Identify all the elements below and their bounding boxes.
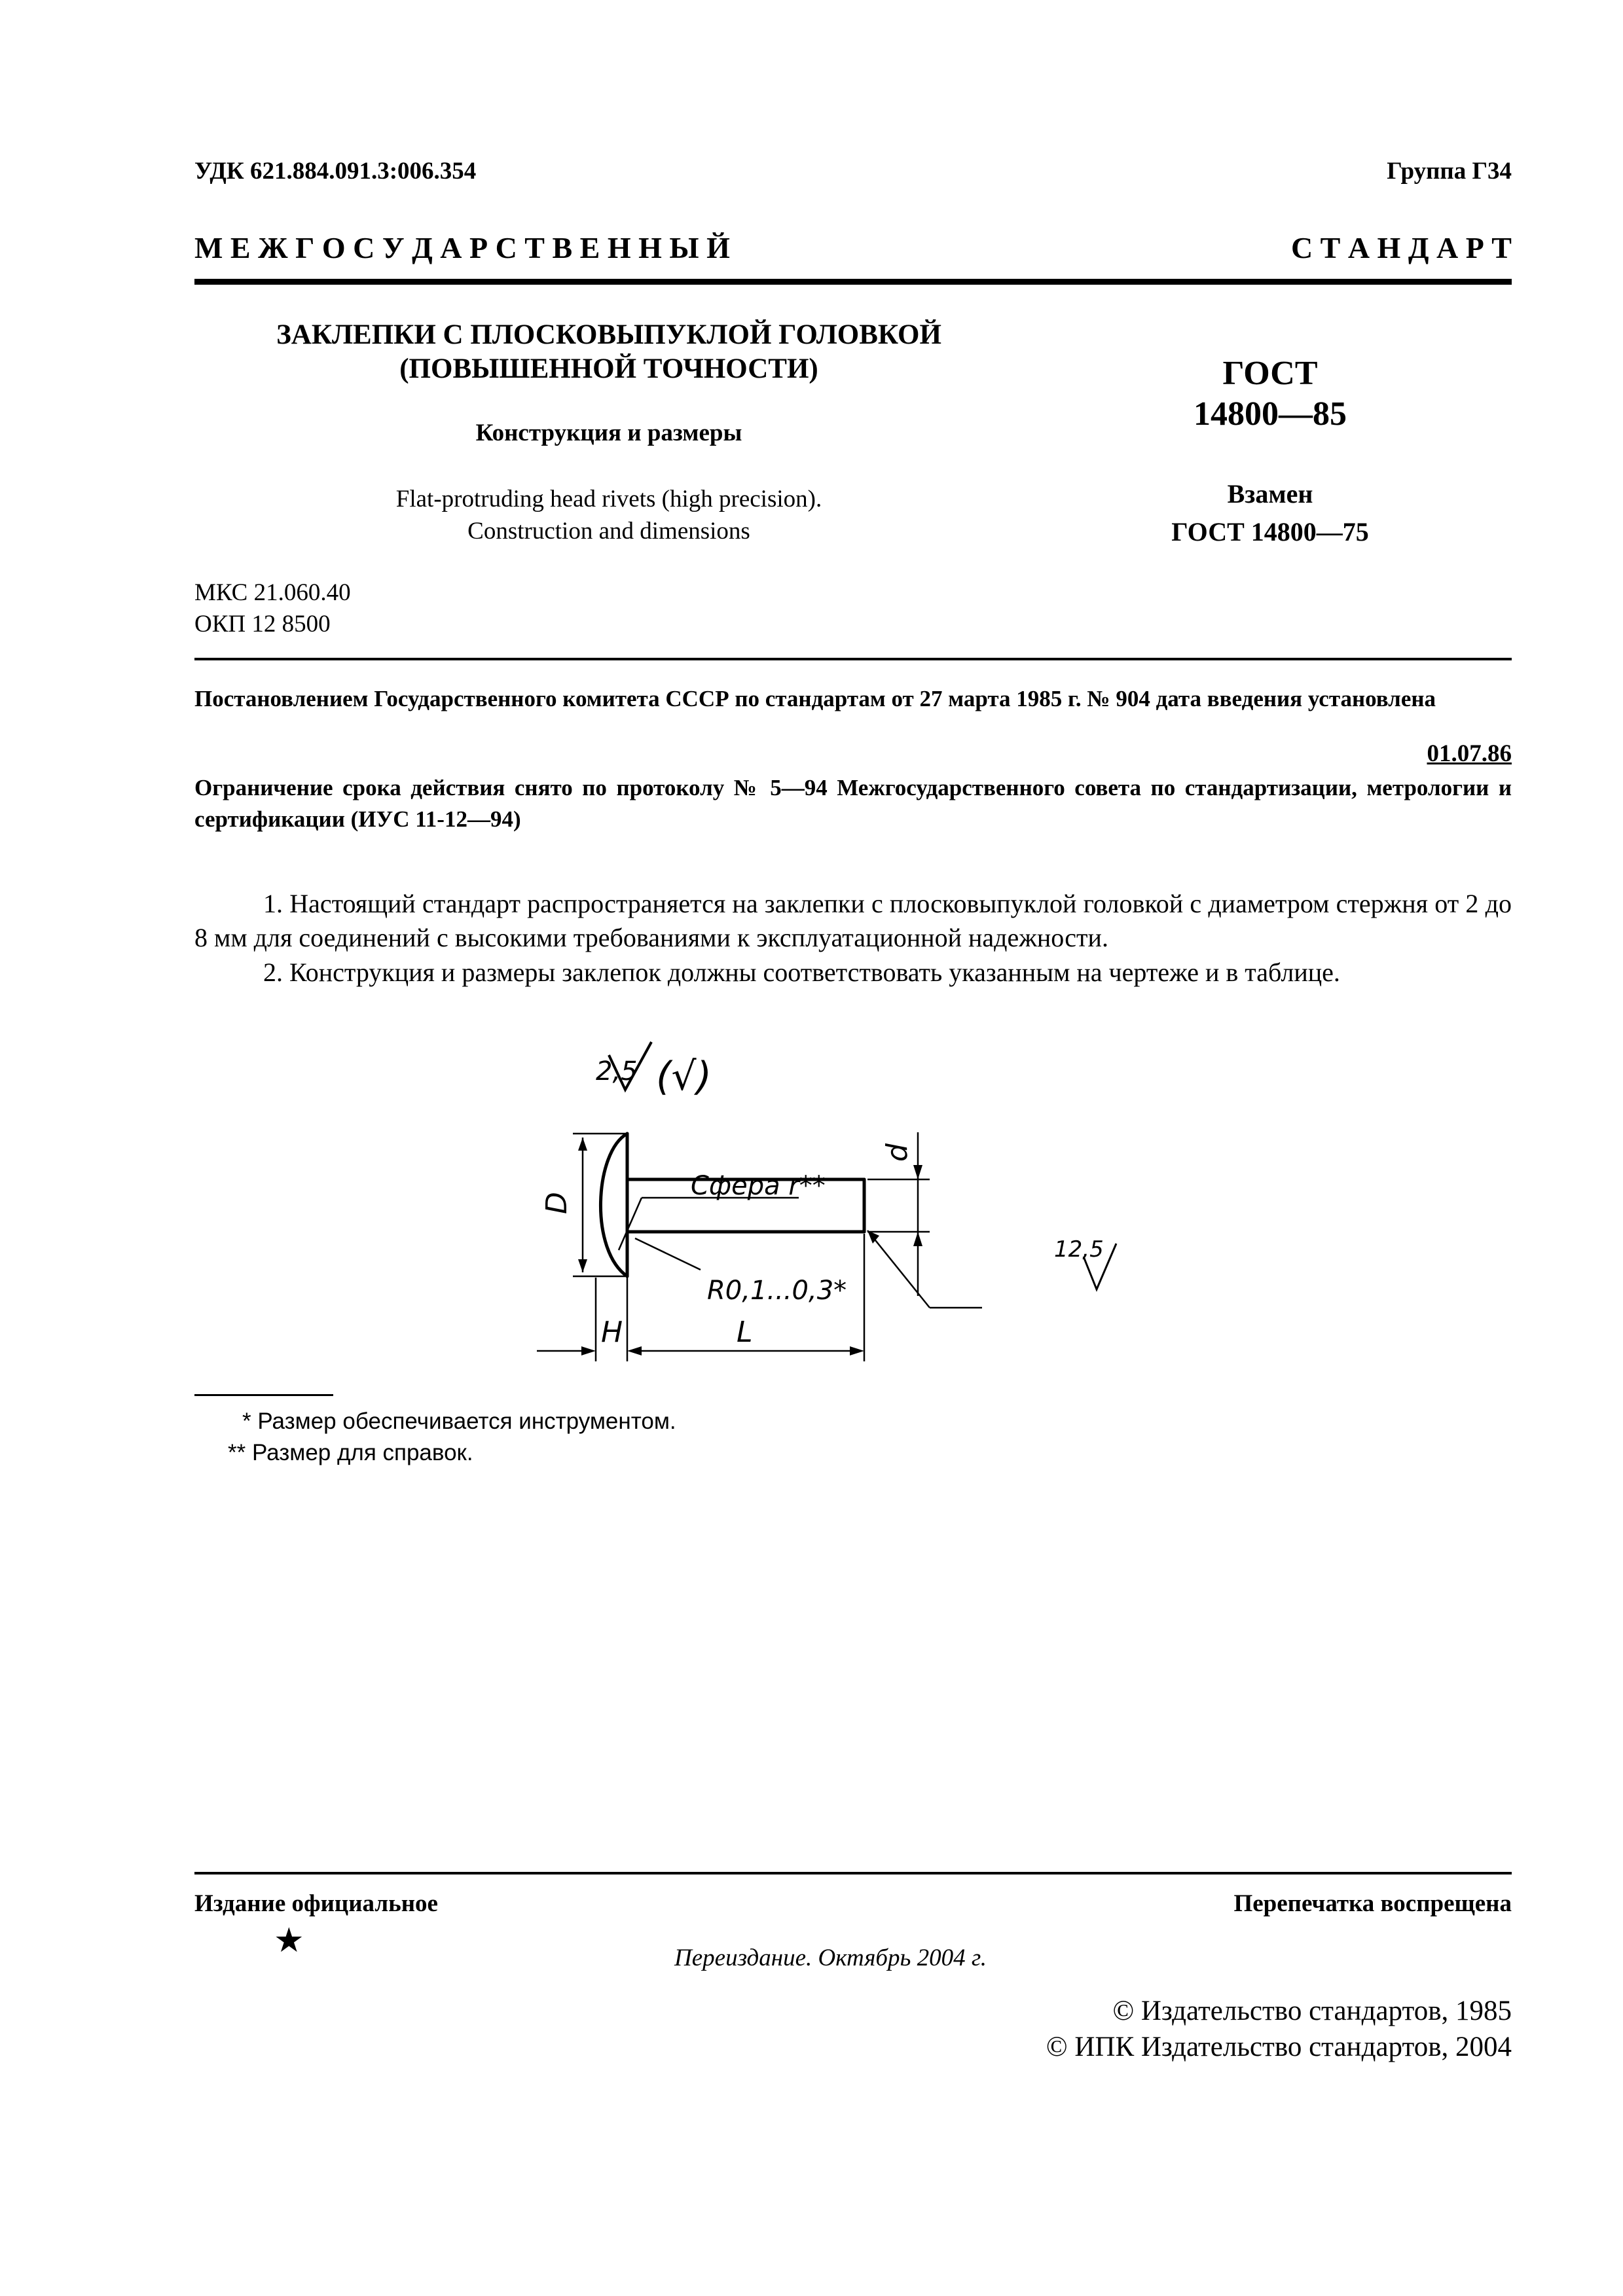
rivet-head	[600, 1134, 627, 1276]
banner-right: С Т А Н Д А Р Т	[1290, 231, 1512, 264]
roughness-main-label: 2,5	[596, 1056, 638, 1086]
mks-code: МКС 21.060.40	[194, 579, 351, 606]
roughness-side-label: 12,5	[1054, 1236, 1104, 1263]
paragraph-2: 2. Конструкция и размеры заклепок должны соответствовать указанным на чертеже и в таблице.	[263, 958, 1340, 987]
header-rule	[194, 279, 1512, 285]
dim-H-label: H	[601, 1316, 623, 1349]
gost-label: ГОСТ	[1222, 355, 1318, 392]
group-code: Группа Г34	[1387, 158, 1512, 185]
footnote-rule	[194, 1394, 333, 1396]
official-edition: Издание официальное	[194, 1890, 438, 1917]
okp-code: ОКП 12 8500	[194, 611, 331, 637]
radius-label: R0,1...0,3*	[707, 1276, 847, 1306]
classification-codes	[194, 577, 351, 640]
sphere-label: Сфера r**	[691, 1171, 826, 1201]
footer-rule	[194, 1872, 1512, 1874]
reissue-note: Переиздание. Октябрь 2004 г.	[674, 1945, 987, 1971]
document-subtitle: Конструкция и размеры	[475, 420, 742, 446]
standard-banner	[194, 230, 1512, 265]
reprint-prohibited: Перепечатка воспрещена	[1233, 1890, 1512, 1917]
dim-D-label: D	[540, 1192, 574, 1214]
star-icon: ★	[274, 1922, 304, 1960]
title-line-2: (ПОВЫШЕННОЙ ТОЧНОСТИ)	[399, 353, 818, 384]
limitation-text: Ограничение срока действия снято по протоколу № 5—94 Межгосударственного совета по стандартизации, метрологии и сертификации (ИУС 11-12—94)	[194, 775, 1512, 832]
dim-d-label: d	[881, 1143, 914, 1162]
english-title-line-2: Construction and dimensions	[467, 518, 750, 545]
footnote-1: * Размер обеспечивается инструментом.	[242, 1408, 676, 1434]
rivet-drawing	[511, 1034, 1198, 1401]
gost-number: 14800—85	[1194, 395, 1347, 433]
copyright-1985: © Издательство стандартов, 1985	[1112, 1996, 1512, 2026]
paragraph-1: 1. Настоящий стандарт распространяется на заклепки с плосковыпуклой головкой с диаметром стержня от 2 до 8 мм для соединений с высокими требованиями к эксплуатационной надежности.	[194, 889, 1512, 952]
title-line-1: ЗАКЛЕПКИ С ПЛОСКОВЫПУКЛОЙ ГОЛОВКОЙ	[276, 319, 941, 350]
replaces-label: Взамен	[1227, 479, 1313, 509]
udk-code: УДК 621.884.091.3:006.354	[194, 158, 477, 185]
section-rule	[194, 658, 1512, 660]
gost-number-block	[1100, 353, 1440, 435]
replaces-value: ГОСТ 14800—75	[1171, 517, 1369, 547]
banner-left: М Е Ж Г О С У Д А Р С Т В Е Н Н Ы Й	[194, 231, 730, 264]
roughness-bracket-label: (√)	[656, 1054, 712, 1100]
footnote-2: ** Размер для справок.	[228, 1440, 473, 1465]
effective-date: 01.07.86	[1427, 740, 1512, 767]
english-title-line-1: Flat-protruding head rivets (high precision).	[395, 486, 822, 512]
copyright-2004: © ИПК Издательство стандартов, 2004	[1046, 2032, 1512, 2062]
english-title	[223, 483, 995, 547]
replaces-block	[1100, 475, 1440, 551]
decree-text: Постановлением Государственного комитета СССР по стандартам от 27 марта 1985 г. № 904 дата введения установлена	[194, 686, 1436, 711]
document-title	[223, 318, 995, 386]
dim-L-label: L	[737, 1316, 753, 1349]
